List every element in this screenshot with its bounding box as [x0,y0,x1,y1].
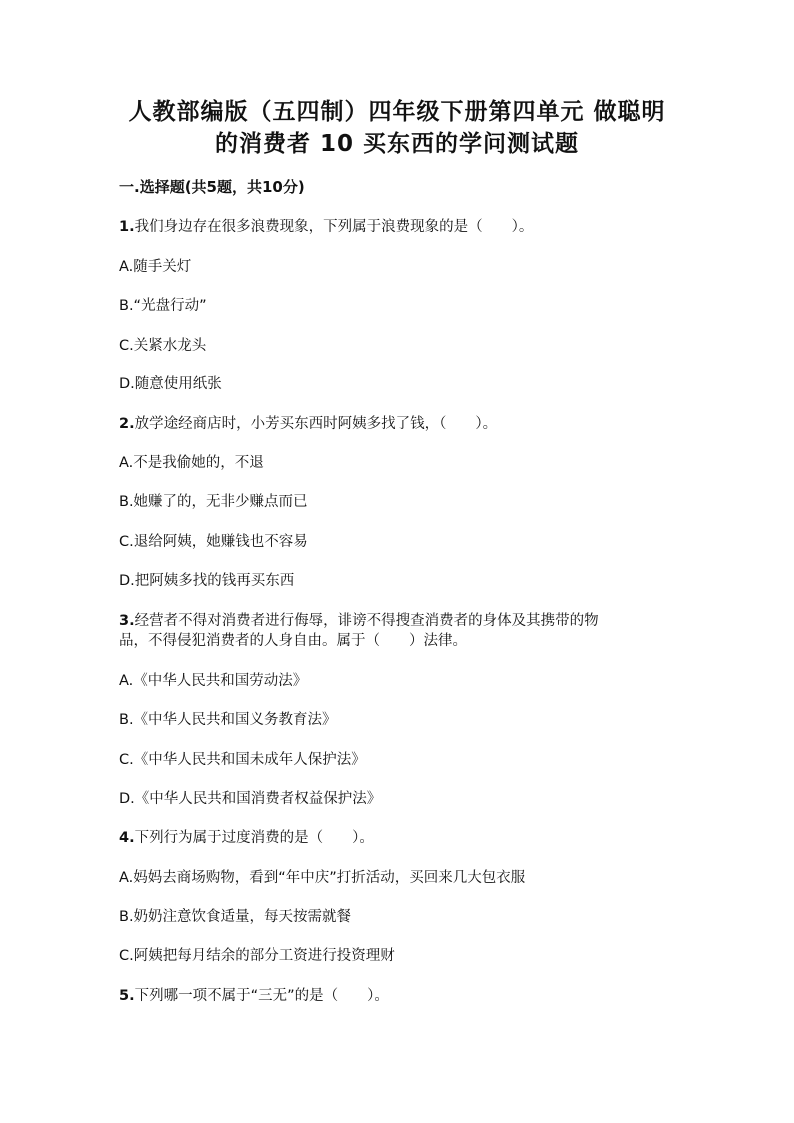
question-number: 3. [119,613,135,629]
question-number: 5. [119,988,135,1004]
question-number: 2. [119,416,135,432]
q1-option-a: A.随手关灯 [119,259,192,275]
q2-option-a: A.不是我偷她的，不退 [119,455,264,471]
q4-option-b: B.奶奶注意饮食适量，每天按需就餐 [119,909,352,925]
q1-option-c: C.关紧水龙头 [119,338,207,354]
question-2 [119,414,679,434]
question-number: 4. [119,830,135,846]
question-number: 1. [119,219,135,235]
section-heading: 一.选择题(共5题，共10分) [119,178,305,196]
q3-option-c: C.《中华人民共和国未成年人保护法》 [119,752,366,768]
document-title-line-1: 人教部编版（五四制）四年级下册第四单元 做聪明 [128,99,666,125]
q3-option-b: B.《中华人民共和国义务教育法》 [119,712,337,728]
question-text: 下列哪一项不属于“三无”的是（ ）。 [134,988,389,1004]
question-text: 我们身边存在很多浪费现象，下列属于浪费现象的是（ ）。 [134,219,534,235]
question-text: 放学途经商店时，小芳买东西时阿姨多找了钱，（ ）。 [134,416,498,432]
q4-option-c: C.阿姨把每月结余的部分工资进行投资理财 [119,948,395,964]
question-3 [119,611,679,631]
question-3-continued: 品，不得侵犯消费者的人身自由。属于（ ）法律。 [119,633,467,649]
question-1 [119,217,679,237]
q3-option-d: D.《中华人民共和国消费者权益保护法》 [119,791,382,807]
q2-option-d: D.把阿姨多找的钱再买东西 [119,573,295,589]
question-4 [119,828,679,848]
document-title-line-2: 的消费者 10 买东西的学问测试题 [214,131,580,157]
question-text: 经营者不得对消费者进行侮辱，诽谤不得搜查消费者的身体及其携带的物 [134,613,599,629]
q2-option-b: B.她赚了的，无非少赚点而已 [119,494,308,510]
q2-option-c: C.退给阿姨，她赚钱也不容易 [119,534,308,550]
q4-option-a: A.妈妈去商场购物，看到“年中庆”打折活动，买回来几大包衣服 [119,870,526,886]
q1-option-d: D.随意使用纸张 [119,376,222,392]
q1-option-b: B.“光盘行动” [119,298,207,314]
q3-option-a: A.《中华人民共和国劳动法》 [119,673,308,689]
question-5 [119,986,679,1006]
question-text: 下列行为属于过度消费的是（ ）。 [134,830,374,846]
